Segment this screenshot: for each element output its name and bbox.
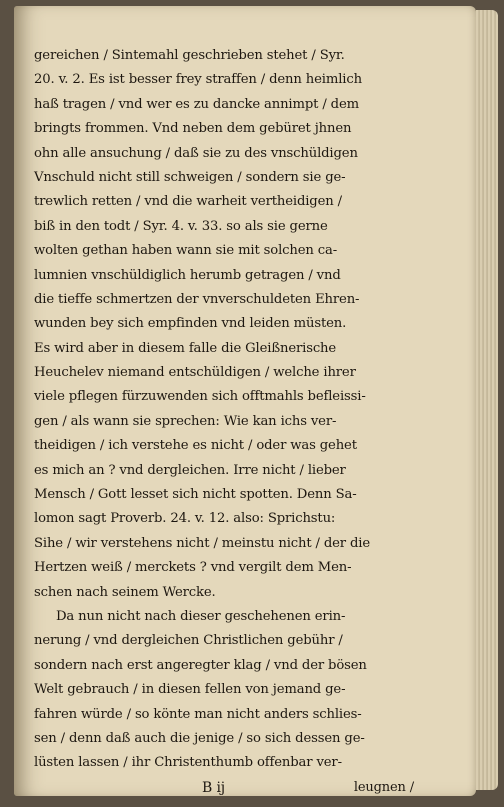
text-block [34, 44, 414, 800]
text-line-3: haß tragen / vnd wer es zu dancke annimpt / dem [34, 96, 359, 112]
text-line-28: fahren würde / so könte man nicht anders schlies- [34, 706, 362, 722]
text-line-18: es mich an ? vnd dergleichen. Irre nicht / lieber [34, 462, 346, 478]
text-line-10: lumnien vnschüldiglich herumb getragen / vnd [34, 267, 341, 283]
text-line-9: wolten gethan haben wann sie mit solchen ca- [34, 243, 338, 259]
text-line-14: Heuchelev niemand entschüldigen / welche ihrer [34, 365, 356, 381]
text-line-13: Es wird aber in diesem falle die Gleißnerische [34, 340, 337, 356]
text-line-19: Mensch / Gott lesset sich nicht spotten. Denn Sa- [34, 487, 357, 503]
signature-line [34, 776, 414, 800]
text-line-7: trewlich retten / vnd die warheit vertheidigen / [34, 194, 342, 210]
signature-mark: B ij [202, 779, 225, 796]
text-line-5: ohn alle ansuchung / daß sie zu des vnschüldigen [34, 145, 358, 161]
text-line-2: 20. v. 2. Es ist besser frey straffen / denn heimlich [34, 72, 362, 88]
text-line-21: Sihe / wir verstehens nicht / meinstu nicht / der die [34, 535, 371, 551]
text-line-22: Hertzen weiß / merckets ? vnd vergilt dem Men- [34, 560, 352, 576]
text-line-30: lüsten lassen / ihr Christenthumb offenbar ver- [34, 755, 342, 771]
text-line-15: viele pflegen fürzuwenden sich offtmahls befleissi- [34, 389, 366, 405]
text-line-23: schen nach seinem Wercke. [34, 584, 216, 600]
page-edges [476, 10, 498, 790]
text-line-20: lomon sagt Proverb. 24. v. 12. also: Sprichstu: [34, 511, 336, 527]
text-line-12: wunden bey sich empfinden vnd leiden müsten. [34, 316, 347, 332]
text-line-27: Welt gebrauch / in diesen fellen von jemand ge- [34, 682, 346, 698]
text-line-26: sondern nach erst angeregter klag / vnd der bösen [34, 657, 367, 673]
catchword: leugnen / [353, 779, 414, 795]
text-line-8: biß in den todt / Syr. 4. v. 33. so als sie gerne [34, 218, 328, 234]
text-line-1: gereichen / Sintemahl geschrieben stehet / Syr. [34, 48, 345, 63]
text-line-24: Da nun nicht nach dieser geschehenen erin- [56, 608, 346, 624]
text-line-4: bringts frommen. Vnd neben dem gebüret jhnen [34, 121, 352, 137]
text-line-6: Vnschuld nicht still schweigen / sondern sie ge- [34, 169, 346, 185]
text-line-29: sen / denn daß auch die jenige / so sich dessen ge- [34, 730, 365, 746]
text-line-16: gen / als wann sie sprechen: Wie kan ichs ver- [34, 413, 337, 429]
text-line-25: nerung / vnd dergleichen Christlichen gebühr / [34, 633, 343, 649]
text-line-17: theidigen / ich verstehe es nicht / oder was gehet [34, 438, 357, 454]
text-line-11: die tieffe schmertzen der vnverschuldeten Ehren- [34, 291, 360, 307]
